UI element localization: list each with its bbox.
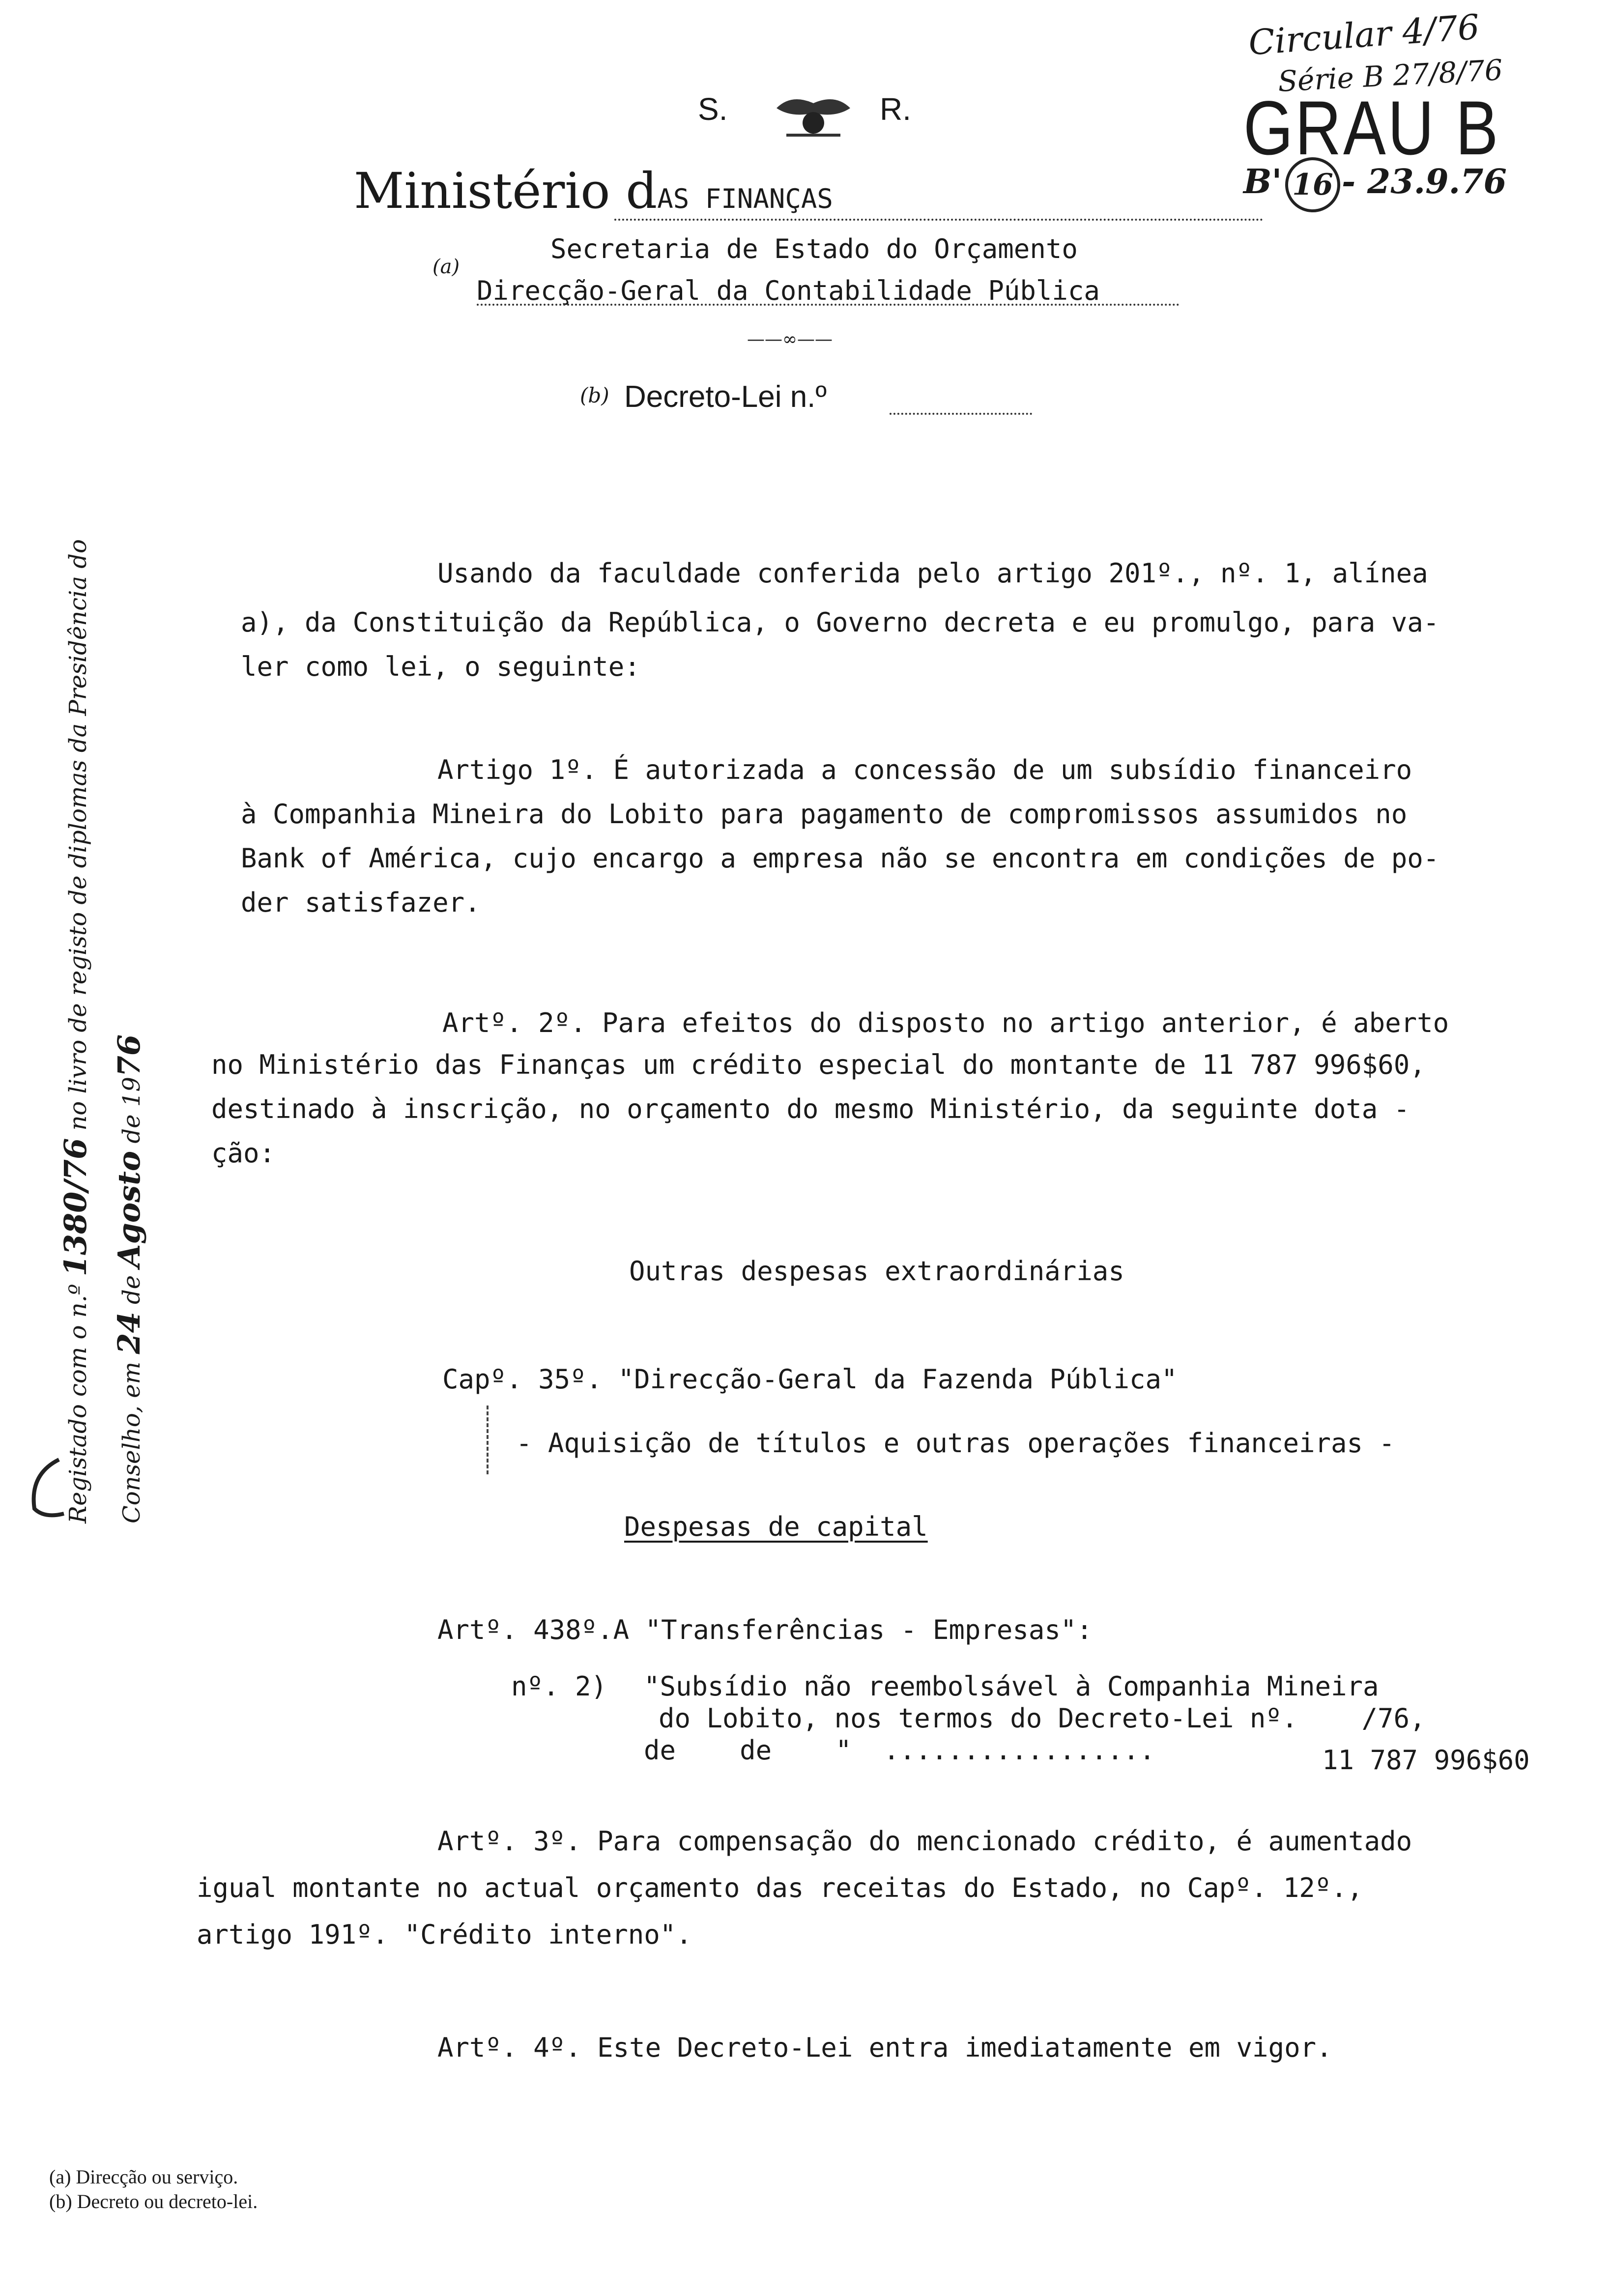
reference-number: 16 <box>1292 168 1333 202</box>
emblem-right-letter: R. <box>880 91 911 127</box>
serie-annotation: Série B 27/8/76 <box>1277 53 1504 98</box>
article-1-line-3: Bank of América, cujo encargo a empresa não se encontra em condições de po- <box>241 843 1439 874</box>
decree-label: Decreto-Lei n.º <box>624 380 827 414</box>
reference-prefix: B' <box>1243 162 1282 201</box>
coat-of-arms-emblem <box>772 88 855 144</box>
footnote-marker-a: (a) <box>432 256 460 278</box>
registration-number: 1380/76 <box>58 1138 93 1277</box>
registration-middle: no livro de registo de diplomas da Presidência do Conselho, em <box>64 539 145 1523</box>
ministry-name: AS FINANÇAS <box>657 183 833 214</box>
footnote-marker-b: (b) <box>580 383 609 407</box>
article-2-line-2: no Ministério das Finanças um crédito especial do montante de 11 787 996$60, <box>211 1049 1426 1080</box>
chapter-subheading: - Aquisição de títulos e outras operações financeiras - <box>516 1428 1395 1459</box>
article-2-line-1: Artº. 2º. Para efeitos do disposto no artigo anterior, é aberto <box>442 1007 1449 1038</box>
article-1-line-1: Artigo 1º. É autorizada a concessão de um subsídio financeiro <box>437 754 1412 785</box>
directorate: Direcção-Geral da Contabilidade Pública <box>477 275 1100 306</box>
decree-number-dotted-line <box>890 413 1032 415</box>
item-line-3: de de " ................. <box>644 1735 1155 1766</box>
registration-month: Agosto <box>111 1150 147 1268</box>
reference-date: - 23.9.76 <box>1342 162 1507 201</box>
registration-prefix: Registado com o n.º <box>64 1284 92 1523</box>
registration-day: 24 <box>111 1312 147 1354</box>
article-1-line-2: à Companhia Mineira do Lobito para pagamento de compromissos assumidos no <box>241 799 1408 830</box>
reference-number-circle <box>1285 157 1340 212</box>
registration-year: 76 <box>111 1034 147 1077</box>
coat-of-arms-icon <box>772 88 855 143</box>
emblem-left-letter: S. <box>698 91 728 127</box>
article-3-line-3: artigo 191º. "Crédito interno". <box>197 1919 692 1950</box>
footnote-a: (a) Direcção ou serviço. <box>49 2166 238 2188</box>
grau-stamp: GRAU B <box>1243 85 1500 171</box>
header-ornament: ——∞—— <box>747 329 833 349</box>
circular-annotation: Circular 4/76 <box>1247 6 1481 63</box>
registration-suffix: de 19 <box>117 1077 145 1144</box>
bracket-icon <box>20 1455 69 1523</box>
chapter-heading: Capº. 35º. "Direcção-Geral da Fazenda Pública" <box>442 1364 1178 1395</box>
article-1-line-4: der satisfazer. <box>241 887 481 918</box>
preamble-line-3: ler como lei, o seguinte: <box>241 651 640 682</box>
ministry-title <box>354 162 833 220</box>
article-438: Artº. 438º.A "Transferências - Empresas": <box>437 1614 1093 1645</box>
ministry-prefix: Ministério d <box>354 162 658 220</box>
article-2-line-3: destinado à inscrição, no orçamento do mesmo Ministério, da seguinte dota - <box>211 1093 1410 1124</box>
directorate-dotted-line <box>477 304 1180 306</box>
registration-margin-note <box>49 442 156 1523</box>
registration-de: de <box>117 1275 145 1304</box>
capital-title: Despesas de capital <box>624 1511 928 1542</box>
article-3-line-2: igual montante no actual orçamento das receitas do Estado, no Capº. 12º., <box>197 1872 1363 1903</box>
item-line-1: "Subsídio não reembolsável à Companhia Mineira <box>644 1671 1379 1702</box>
article-4: Artº. 4º. Este Decreto-Lei entra imediatamente em vigor. <box>437 2032 1332 2063</box>
item-amount: 11 787 996$60 <box>1322 1745 1530 1776</box>
article-3-line-1: Artº. 3º. Para compensação do mencionado crédito, é aumentado <box>437 1826 1412 1857</box>
item-number: nº. 2) <box>511 1671 607 1702</box>
ministry-dotted-line <box>614 219 1263 221</box>
margin-bracket-mark <box>20 1455 69 1525</box>
footnote-b: (b) Decreto ou decreto-lei. <box>49 2190 258 2212</box>
secretariat: Secretaria de Estado do Orçamento <box>550 233 1078 264</box>
preamble-line-2-text: a), da Constituição da República, o Governo decreta e eu promulgo, para va- <box>241 607 1439 638</box>
section-title: Outras despesas extraordinárias <box>629 1256 1124 1287</box>
preamble-line-2 <box>241 609 1578 636</box>
item-line-2: do Lobito, nos termos do Decreto-Lei nº. /76, <box>659 1703 1426 1734</box>
chapter-margin-line <box>487 1406 490 1474</box>
article-2-line-4: ção: <box>211 1138 276 1169</box>
preamble-line-1: Usando da faculdade conferida pelo artigo 201º., nº. 1, alínea <box>437 558 1428 589</box>
